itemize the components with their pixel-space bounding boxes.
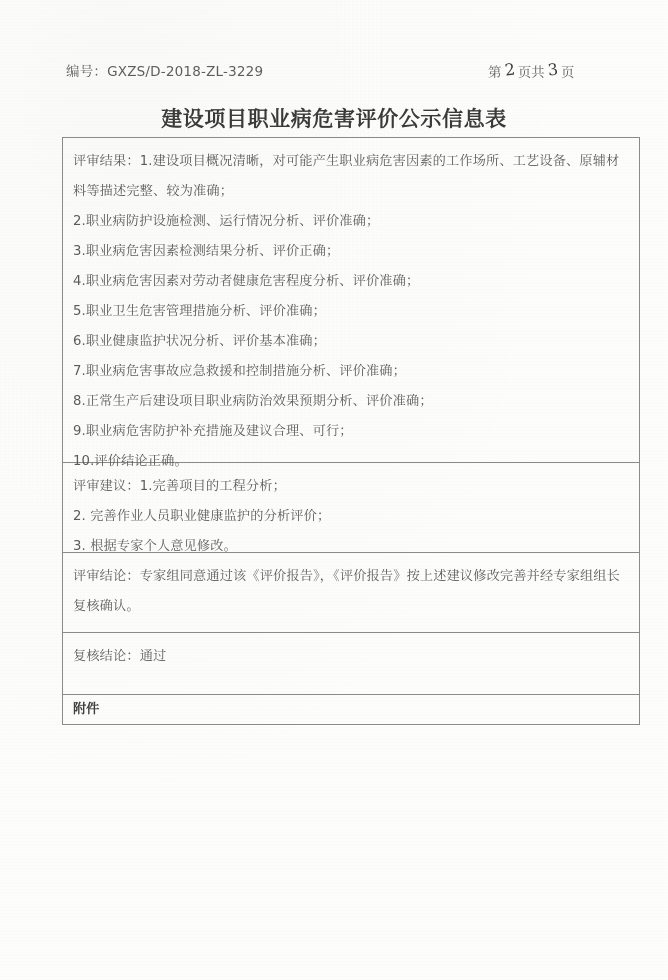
attachment-label: 附件 xyxy=(73,702,100,717)
document-number-value: GXZS/D-2018-ZL-3229 xyxy=(107,64,264,80)
review-advice-label: 评审建议： xyxy=(73,479,140,494)
review-conclusion-label: 评审结论： xyxy=(73,569,140,584)
review-results-item-3: 3.职业病危害因素检测结果分析、评价正确； xyxy=(73,244,340,259)
info-table xyxy=(62,137,640,725)
review-advice-item-3: 3. 根据专家个人意见修改。 xyxy=(73,539,237,554)
review-results-item-2: 2.职业病防护设施检测、运行情况分析、评价准确； xyxy=(73,214,380,229)
table-row-review-advice xyxy=(63,463,639,553)
review-results-first-line xyxy=(73,147,631,207)
review-advice-first-line xyxy=(73,472,631,502)
review-advice-item-2: 2. 完善作业人员职业健康监护的分析评价； xyxy=(73,509,331,524)
review-results-item-6: 6.职业健康监护状况分析、评价基本准确； xyxy=(73,334,326,349)
review-results-item-10: 10.评价结论正确。 xyxy=(73,454,188,469)
review-conclusion-text xyxy=(73,562,631,622)
review-results-item-8: 8.正常生产后建设项目职业病防治效果预期分析、评价准确； xyxy=(73,394,433,409)
recheck-conclusion-text xyxy=(73,642,631,672)
page-current-handwritten: 2 xyxy=(503,59,516,80)
page-prefix: 第 xyxy=(488,65,502,81)
review-conclusion-body: 专家组同意通过该《评价报告》，《评价报告》按上述建议修改完善并经专家组组长复核确认。 xyxy=(73,569,620,614)
document-number-label: 编号： xyxy=(66,64,108,80)
review-advice-item-1: 1.完善项目的工程分析； xyxy=(139,479,286,494)
review-results-item-7: 7.职业病危害事故应急救援和控制措施分析、评价准确； xyxy=(73,364,406,379)
table-row-review-conclusion xyxy=(63,553,639,633)
page-indicator xyxy=(488,61,574,81)
review-results-label: 评审结果： xyxy=(73,154,140,169)
table-row-recheck-conclusion xyxy=(63,633,639,695)
table-row-attachment xyxy=(63,695,639,724)
page-total-handwritten: 3 xyxy=(546,59,559,80)
review-results-item-1: 1.建设项目概况清晰，对可能产生职业病危害因素的工作场所、工艺设备、原辅材料等描述完整、较为准确； xyxy=(73,154,620,199)
page-suffix: 页 xyxy=(560,65,575,81)
page-middle: 页共 xyxy=(517,65,545,81)
review-results-item-9: 9.职业病危害防护补充措施及建议合理、可行； xyxy=(73,424,353,439)
recheck-conclusion-label: 复核结论： xyxy=(73,649,140,664)
table-row-review-results xyxy=(63,138,639,469)
document-number xyxy=(66,60,263,80)
review-results-item-4: 4.职业病危害因素对劳动者健康危害程度分析、评价准确； xyxy=(73,274,420,289)
page-title: 建设项目职业病危害评价公示信息表 xyxy=(161,107,507,131)
recheck-conclusion-value: 通过 xyxy=(139,649,167,664)
review-results-item-5: 5.职业卫生危害管理措施分析、评价准确； xyxy=(73,304,326,319)
